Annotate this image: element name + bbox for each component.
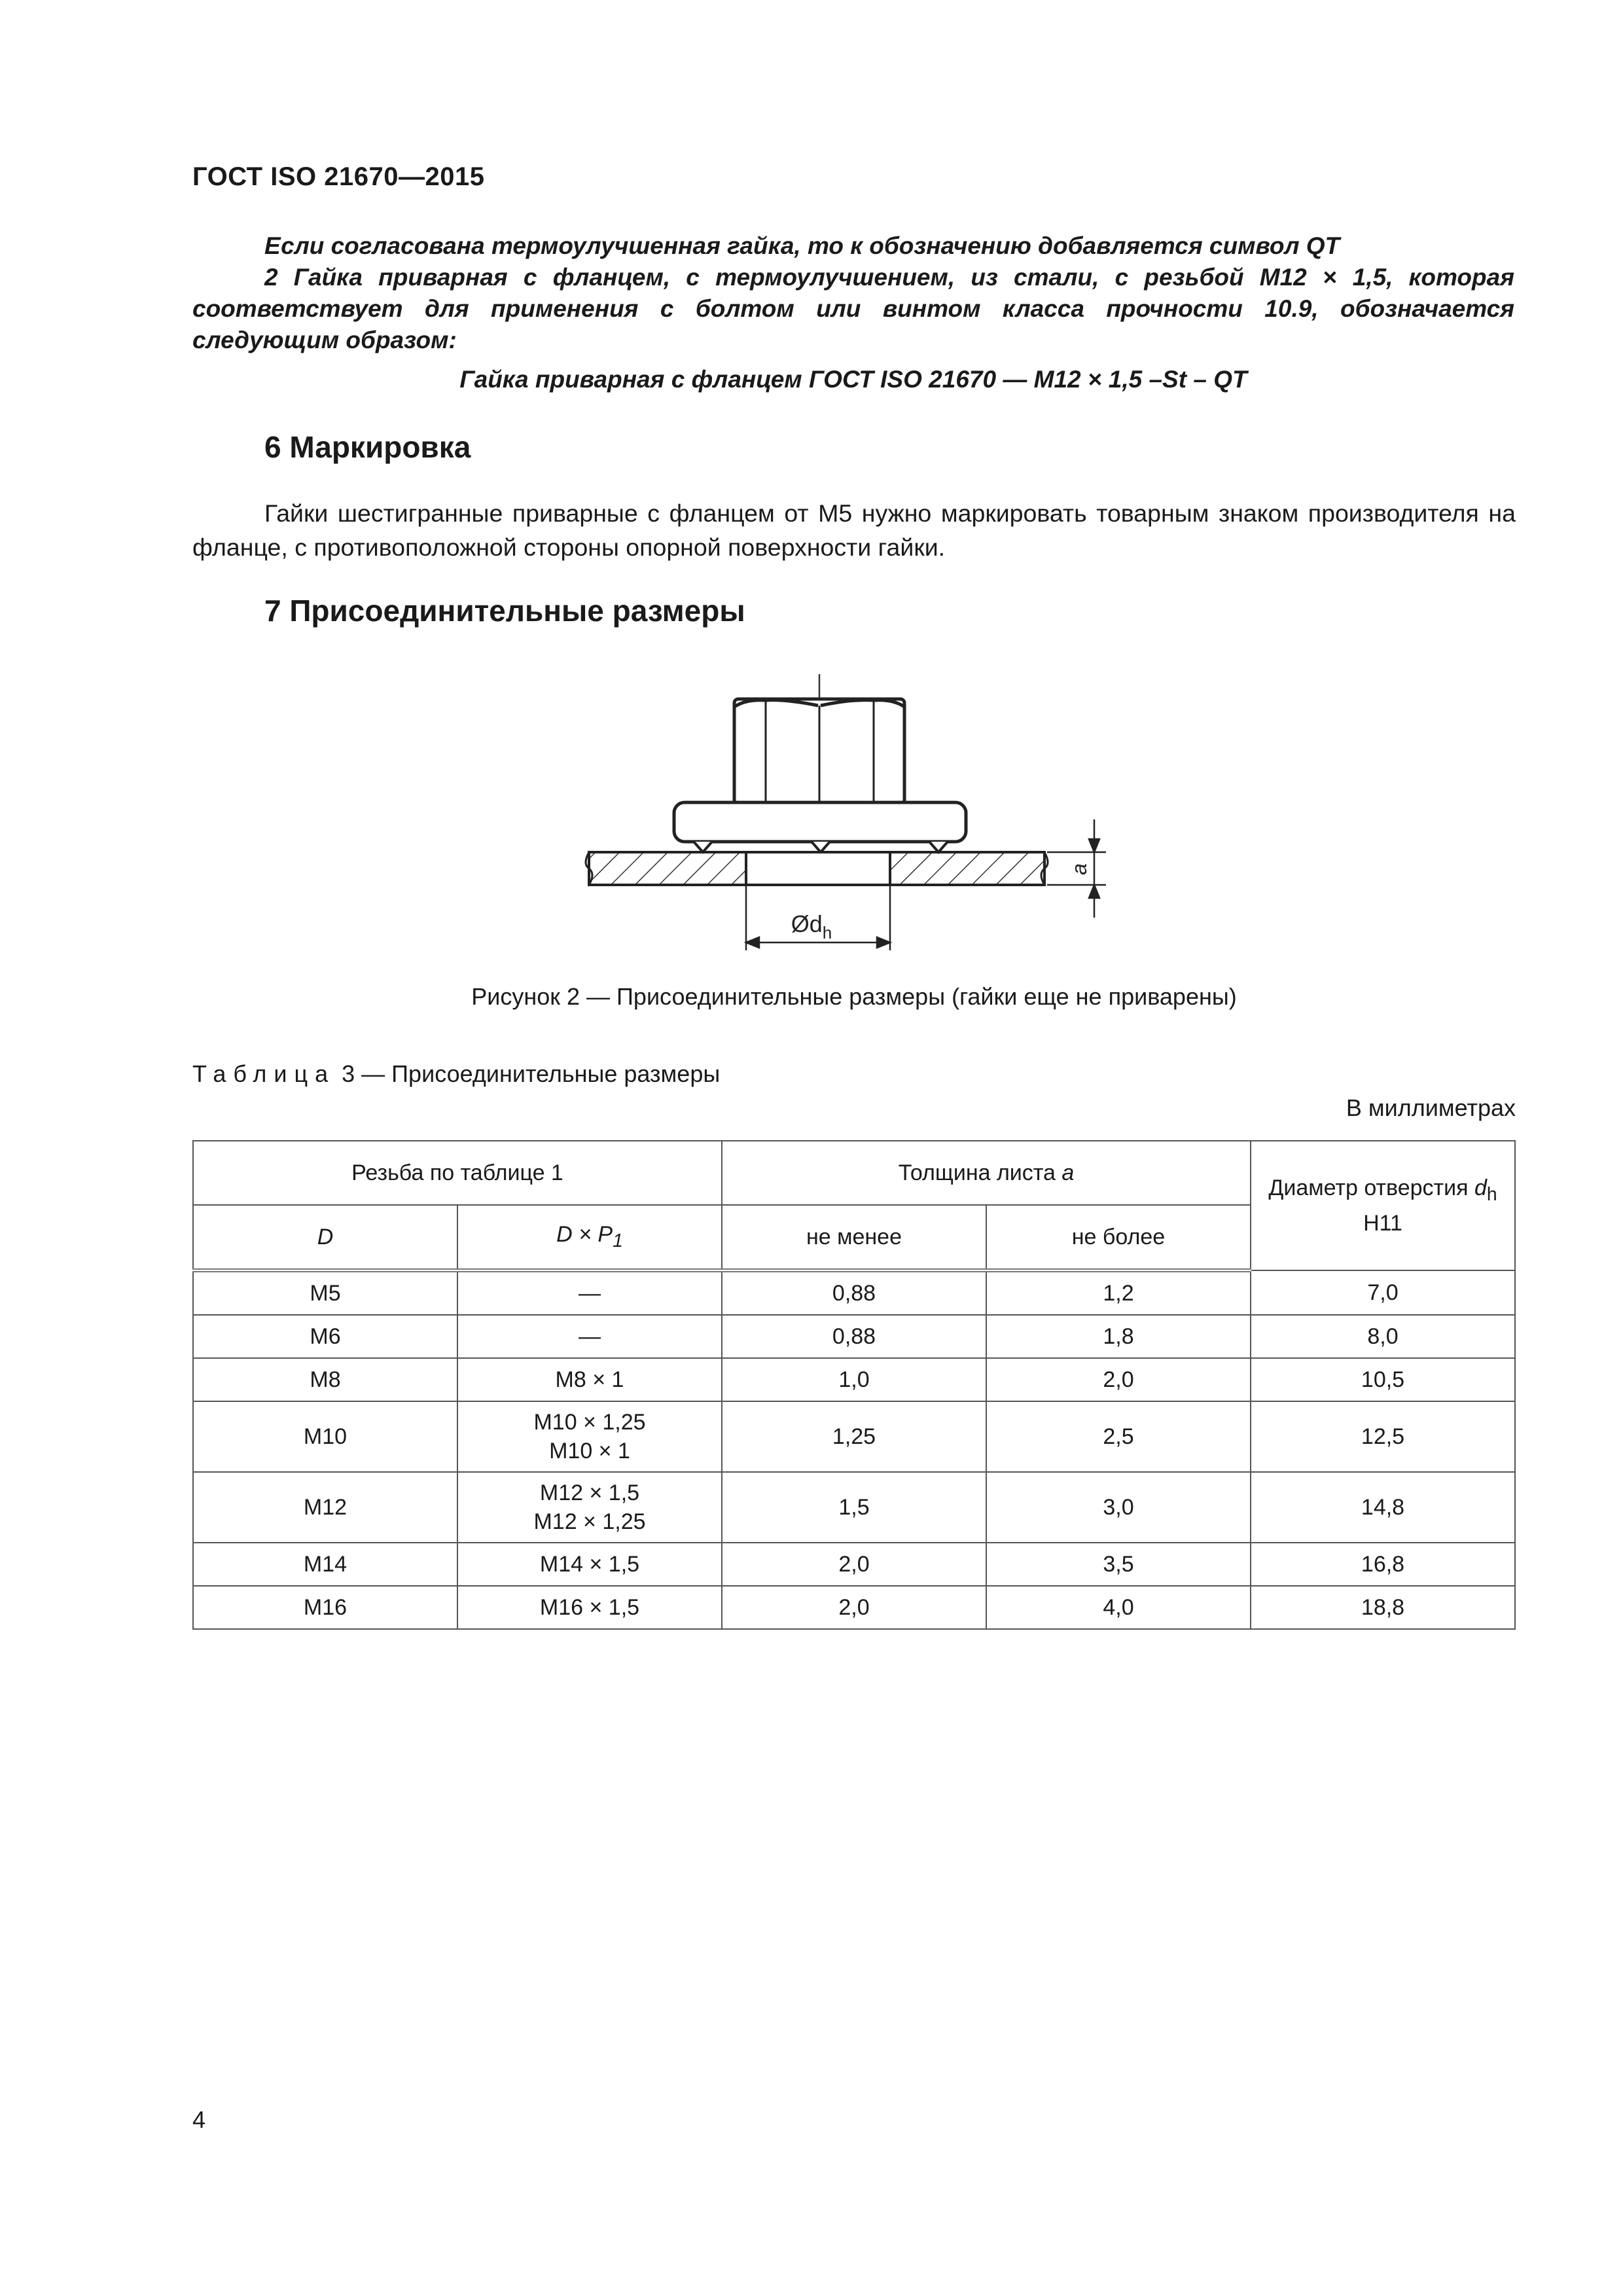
header-col-min: не менее [722,1205,986,1270]
designation-example: Гайка приварная с фланцем ГОСТ ISO 21670 — М12 × 1,5 –St – QT [459,366,1247,393]
table-row: М8 М8 × 1 1,0 2,0 10,5 [193,1358,1515,1401]
example-2-text: 2 Гайка приварная с фланцем, с термоулучшением, из стали, с резьбой М12 × 1,5, которая соответствует для применения с болтом или винтом класса прочности 10.9, обозначается следующим образом: [192,264,1514,353]
figure-caption: Рисунок 2 — Присоединительные размеры (гайки еще не приварены) [471,983,1237,1010]
label-a: a [1067,863,1091,875]
table-title-rest: 3 — Присоединительные размеры [335,1060,721,1087]
nut-body [734,699,904,804]
sheet-right [890,852,1044,885]
table-row: М12 М12 × 1,5 М12 × 1,25 1,5 3,0 14,8 [193,1472,1515,1543]
section-6-title: 6 Маркировка [264,430,471,464]
table-row: М6 — 0,88 1,8 8,0 [193,1315,1515,1358]
header-col-max: не более [986,1205,1251,1270]
table-row: М10 М10 × 1,25 М10 × 1 1,25 2,5 12,5 [193,1401,1515,1472]
section-6-text: Гайки шестигранные приварные с фланцем от М5 нужно маркировать товарным знаком производителя на фланце, с противоположной стороны опорной поверхности гайки. [192,499,1516,561]
label-dh-sub: h [822,923,832,942]
header-diameter: Диаметр отверстия $d_h$ H11 [1251,1141,1515,1270]
sheet-hole [746,852,890,885]
header-col-DxP: $D \times P_1$ [457,1205,722,1270]
label-dh: Ød [791,910,823,937]
svg-text:Ødh [791,910,832,942]
connection-dimensions-figure [563,668,1126,956]
nut-flange [674,802,966,842]
document-header: ГОСТ ISO 21670—2015 [192,162,485,191]
table-row: М16 М16 × 1,5 2,0 4,0 18,8 [193,1586,1515,1629]
dimensions-table [192,1140,1516,1630]
sheet-left [589,852,746,885]
header-thickness: Толщина листа a [722,1141,1251,1205]
header-thread: Резьба по таблице 1 [193,1141,722,1205]
table-row: М14 М14 × 1,5 2,0 3,5 16,8 [193,1543,1515,1586]
page-number: 4 [192,2106,206,2133]
section-7-title: 7 Присоединительные размеры [264,594,745,628]
table-row: М5 — 0,88 1,2 7,0 [193,1270,1515,1315]
table-units: В миллиметрах [1346,1094,1516,1121]
qt-note: Если согласована термоулучшенная гайка, то к обозначению добавляется символ QT [264,232,1340,259]
table-title-prefix: Таблица [192,1060,336,1087]
table-title [192,1060,720,1088]
header-col-D: D [193,1205,457,1270]
